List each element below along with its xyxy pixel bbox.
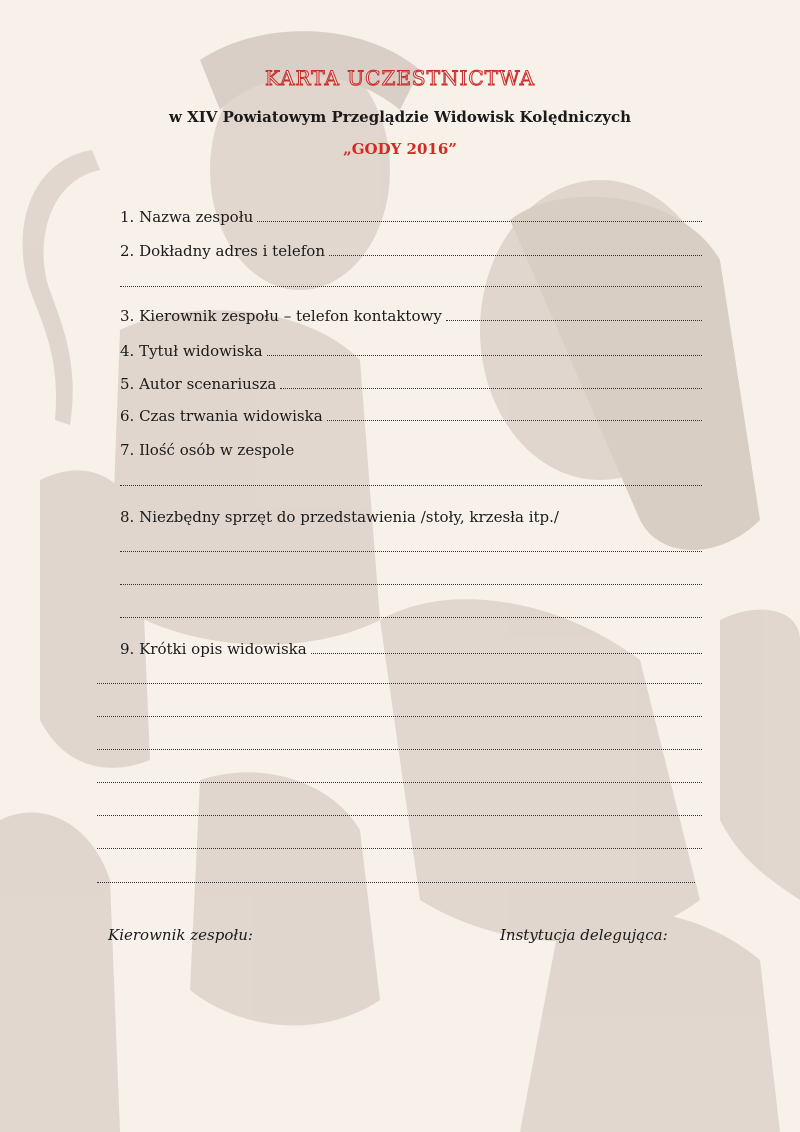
field-label: 1. Nazwa zespołu — [120, 208, 254, 226]
field-short-description[interactable] — [120, 636, 702, 658]
field-label: 8. Niezbędny sprzęt do przedstawienia /stoły, krzesła itp./ — [120, 508, 559, 526]
field-label: 6. Czas trwania widowiska — [120, 407, 323, 425]
field-address-phone[interactable] — [120, 238, 702, 260]
field-member-count — [120, 437, 702, 459]
field-duration[interactable] — [120, 403, 702, 425]
field-label: 5. Autor scenariusza — [120, 375, 277, 393]
field-label: 4. Tytuł widowiska — [120, 342, 263, 360]
fill-line[interactable] — [311, 649, 702, 654]
field-team-leader-phone[interactable] — [120, 303, 702, 325]
field-label: 3. Kierownik zespołu – telefon kontaktowy — [120, 307, 442, 325]
form-subtitle: w XIV Powiatowym Przeglądzie Widowisk Kolędniczych — [168, 108, 632, 126]
field-label: 2. Dokładny adres i telefon — [120, 242, 325, 260]
form-title: KARTA UCZESTNICTWA — [264, 66, 536, 90]
fill-line[interactable] — [97, 714, 702, 717]
fill-line[interactable] — [120, 483, 702, 486]
fill-line[interactable] — [120, 615, 702, 618]
field-label: 9. Krótki opis widowiska — [120, 640, 307, 658]
field-script-author[interactable] — [120, 371, 702, 393]
field-label: 7. Ilość osób w zespole — [120, 441, 295, 459]
fill-line[interactable] — [97, 780, 702, 783]
signature-delegating-institution: Instytucja delegująca: — [500, 926, 668, 944]
fill-line[interactable] — [120, 284, 702, 287]
fill-line[interactable] — [280, 384, 702, 389]
fill-line[interactable] — [97, 846, 702, 849]
fill-line[interactable] — [257, 217, 702, 222]
fill-line[interactable] — [267, 351, 702, 356]
fill-line[interactable] — [97, 880, 695, 883]
field-show-title[interactable] — [120, 338, 702, 360]
fill-line[interactable] — [120, 582, 702, 585]
event-name: „GODY 2016” — [343, 140, 457, 158]
fill-line[interactable] — [446, 316, 702, 321]
fill-line[interactable] — [97, 813, 702, 816]
signature-team-leader: Kierownik zespołu: — [108, 926, 253, 944]
fill-line[interactable] — [97, 681, 702, 684]
fill-line[interactable] — [329, 251, 702, 256]
field-equipment — [120, 504, 702, 526]
field-team-name[interactable] — [120, 204, 702, 226]
fill-line[interactable] — [97, 747, 702, 750]
fill-line[interactable] — [327, 416, 702, 421]
fill-line[interactable] — [120, 549, 702, 552]
